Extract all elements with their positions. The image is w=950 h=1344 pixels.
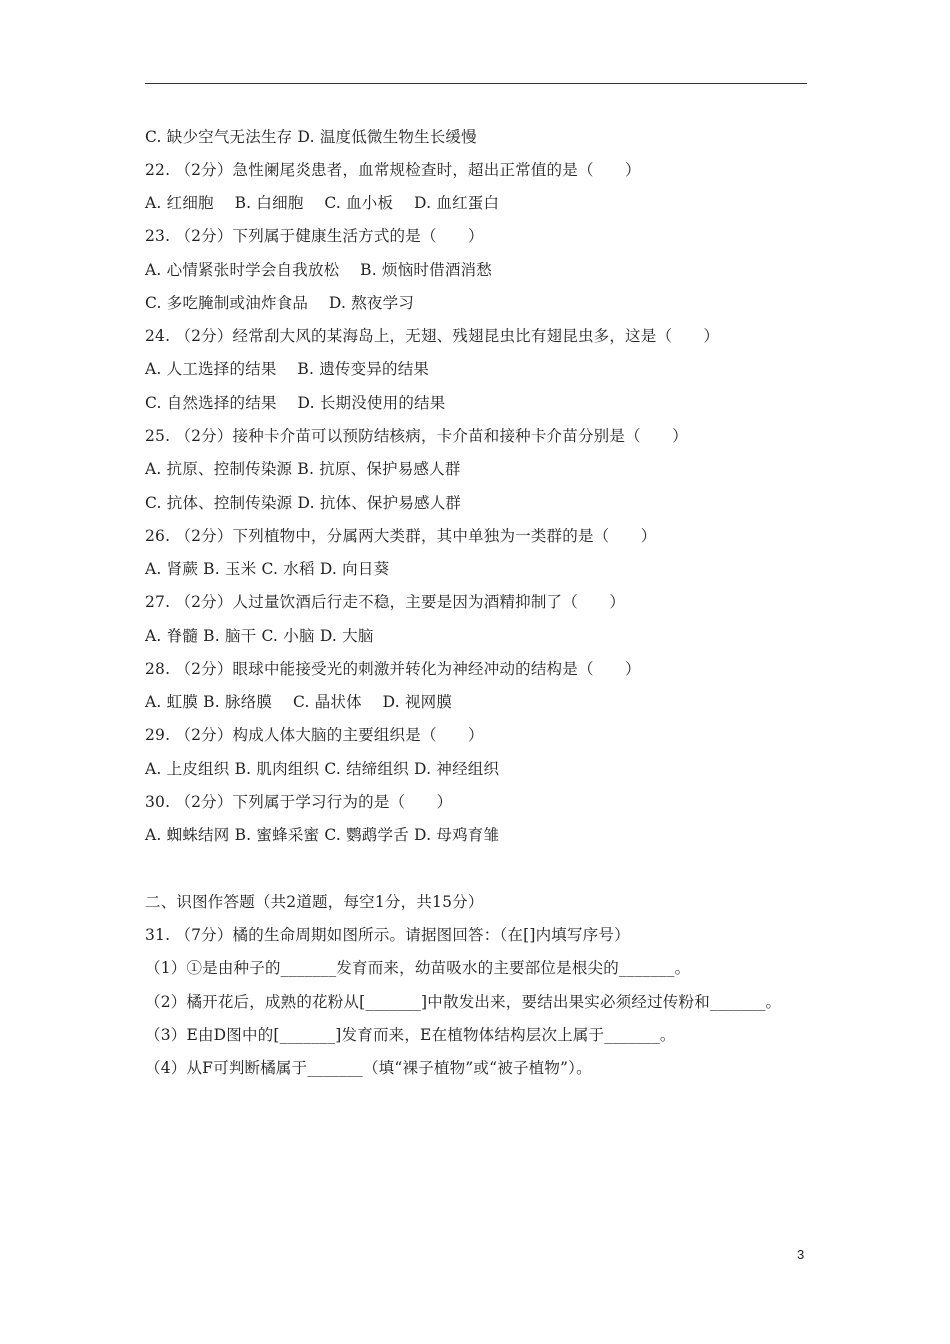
header-rule — [145, 83, 807, 84]
question-30: 30. （2分）下列属于学习行为的是（ ） — [145, 793, 453, 811]
question-31-part-1: （1）①是由种子的_______发育而来，幼苗吸水的主要部位是根尖的_______。 — [145, 959, 691, 977]
question-22: 22. （2分）急性阑尾炎患者，血常规检查时，超出正常值的是（ ） — [145, 161, 641, 179]
options-23a: A. 心情紧张时学会自我放松 B. 烦恼时借酒消愁 — [145, 261, 492, 279]
options-29: A. 上皮组织 B. 肌肉组织 C. 结缔组织 D. 神经组织 — [145, 760, 500, 778]
text-line: C. 缺少空气无法生存 D. 温度低微生物生长缓慢 — [145, 128, 477, 146]
question-28: 28. （2分）眼球中能接受光的刺激并转化为神经冲动的结构是（ ） — [145, 660, 641, 678]
question-31: 31. （7分）橘的生命周期如图所示。请据图回答：（在[]内填写序号） — [145, 926, 630, 944]
question-25: 25. （2分）接种卡介苗可以预防结核病，卡介苗和接种卡介苗分别是（ ） — [145, 427, 688, 445]
question-26: 26. （2分）下列植物中，分属两大类群，其中单独为一类群的是（ ） — [145, 527, 657, 545]
options-25b: C. 抗体、控制传染源 D. 抗体、保护易感人群 — [145, 494, 462, 512]
question-23: 23. （2分）下列属于健康生活方式的是（ ） — [145, 227, 484, 245]
options-25a: A. 抗原、控制传染源 B. 抗原、保护易感人群 — [145, 460, 461, 478]
options-24a: A. 人工选择的结果 B. 遗传变异的结果 — [145, 360, 430, 378]
options-30: A. 蜘蛛结网 B. 蜜蜂采蜜 C. 鹦鹉学舌 D. 母鸡育雏 — [145, 826, 500, 844]
section-heading: 二、识图作答题（共2道题，每空1分，共15分） — [145, 893, 484, 911]
options-28: A. 虹膜 B. 脉络膜 C. 晶状体 D. 视网膜 — [145, 693, 453, 711]
options-26: A. 肾蕨 B. 玉米 C. 水稻 D. 向日葵 — [145, 560, 390, 578]
question-27: 27. （2分）人过量饮酒后行走不稳，主要是因为酒精抑制了（ ） — [145, 593, 626, 611]
question-31-part-2: （2）橘开花后，成熟的花粉从[_______]中散发出来，要结出果实必须经过传粉和_______。 — [145, 993, 782, 1011]
options-22: A. 红细胞 B. 白细胞 C. 血小板 D. 血红蛋白 — [145, 194, 500, 212]
options-27: A. 脊髓 B. 脑干 C. 小脑 D. 大脑 — [145, 627, 374, 645]
question-24: 24. （2分）经常刮大风的某海岛上，无翅、残翅昆虫比有翅昆虫多，这是（ ） — [145, 327, 720, 345]
options-24b: C. 自然选择的结果 D. 长期没使用的结果 — [145, 394, 446, 412]
question-29: 29. （2分）构成人体大脑的主要组织是（ ） — [145, 726, 484, 744]
question-31-part-3: （3）E由D图中的[_______]发育而来，E在植物体结构层次上属于_______。 — [145, 1026, 676, 1044]
page-number: 3 — [797, 1247, 805, 1262]
options-23b: C. 多吃腌制或油炸食品 D. 熬夜学习 — [145, 294, 415, 312]
question-31-part-4: （4）从F可判断橘属于_______（填“裸子植物”或“被子植物”）。 — [145, 1059, 592, 1077]
